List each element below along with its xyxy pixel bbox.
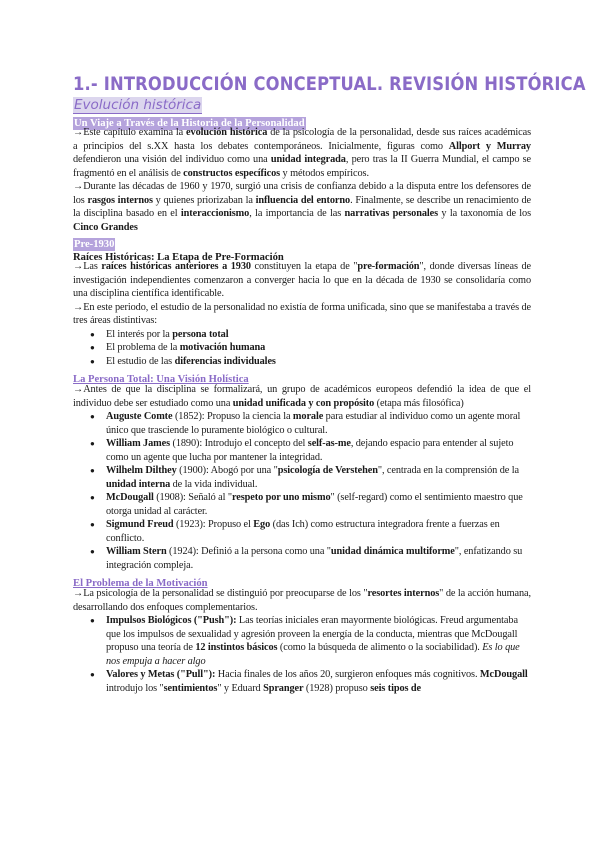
bold-text: morale xyxy=(292,411,324,422)
text-run: (1923): Propuso el xyxy=(173,519,254,530)
text-run: (1900): Abogó por una " xyxy=(176,465,278,476)
text-run: , pero tras la II Guerra Mundial, el campo se fragmentó en el análisis de xyxy=(73,154,531,179)
text-run: (etapa más filosófica) xyxy=(374,397,464,409)
text-run: →En este periodo, el estudio de la personalidad no existía de forma unificada, sino que se manifestaba a través de tres áreas distintivas: xyxy=(73,301,531,326)
bold-text: sentimientos xyxy=(163,682,218,694)
bullet-item xyxy=(73,355,531,369)
section-link-heading[interactable]: La Persona Total: Una Visión Holística xyxy=(73,374,249,385)
bold-text: Spranger xyxy=(263,682,304,694)
bold-text: motivación humana xyxy=(179,342,266,353)
bold-text: seis tipos de xyxy=(370,682,421,694)
section-heading-pre1930 xyxy=(73,234,531,250)
text-run: , dejando espacio para entender al sujeto como un agente que lucha por mantener la integridad. xyxy=(106,438,514,463)
bold-text: persona total xyxy=(172,328,229,340)
bold-text: Impulsos Biológicos ("Push"): xyxy=(106,615,237,626)
bullet-item xyxy=(73,518,531,545)
bold-text: rasgos internos xyxy=(87,194,153,206)
document-title: 1.- INTRODUCCIÓN CONCEPTUAL. REVISIÓN HISTÓRICA xyxy=(73,73,586,95)
text-run: ", enfatizando su integración compleja. xyxy=(106,546,523,571)
text-run: ", donde diversas líneas de investigación independientes comenzaron a converger hacia lo que en la década de 1930 se consolidaría como una disciplina científica identificable. xyxy=(73,261,531,299)
bold-text: evolución histórica xyxy=(186,127,268,138)
text-run: →Antes de que la disciplina se formalizará, un grupo de académicos europeos defendió la idea de que el individuo debe ser estudiado como una xyxy=(73,384,531,409)
bullet-item xyxy=(73,545,531,572)
bold-text: diferencias individuales xyxy=(174,355,276,367)
text-run: (como la búsqueda de alimento o la sociabilidad). xyxy=(277,642,483,653)
paragraph xyxy=(73,383,531,410)
text-run: y métodos empíricos. xyxy=(280,167,369,179)
bold-text: Cinco Grandes xyxy=(73,221,138,233)
bullet-list xyxy=(73,410,531,572)
text-run: Las teorías iniciales eran mayormente biológicas. Freud argumentaba que los impulsos de sexualidad y agresión proveen la energía de la conducta, mientras que McDougall propuso una teoría de xyxy=(106,615,518,653)
text-run: Hacia finales de los años 20, surgieron enfoques más cognitivos. xyxy=(215,669,480,680)
text-run: introdujo los " xyxy=(106,682,164,694)
bold-text: unidad interna xyxy=(106,478,171,490)
bold-text: influencia del entorno xyxy=(255,194,351,206)
text-run: ", centrada en la comprensión de la xyxy=(377,465,519,476)
bold-text: unidad dinámica multiforme xyxy=(330,546,455,557)
text-run: El problema de la xyxy=(106,342,180,353)
text-run: →Durante las décadas de 1960 y 1970, surgió una crisis de confianza debido a la disputa entre los defensores de los xyxy=(73,181,531,206)
subtitle: Evolución histórica xyxy=(74,97,202,113)
text-run: " de la acción humana, desarrollando dos enfoques complementarios. xyxy=(73,588,531,613)
document-page xyxy=(73,72,586,695)
section-heading: Un Viaje a Través de la Historia de la Personalidad xyxy=(74,118,305,129)
paragraph xyxy=(73,126,531,180)
text-run: (1852): Propuso la ciencia la xyxy=(172,411,293,422)
bold-text: William Stern xyxy=(106,546,167,557)
subheading-raices xyxy=(73,247,531,263)
bold-text: pre-formación xyxy=(357,261,420,272)
bold-text: Valores y Metas ("Pull"): xyxy=(106,669,216,680)
bullet-list xyxy=(73,328,531,369)
text-run: de la vida individual. xyxy=(170,478,258,490)
text-run: (1924): Definió a la persona como una " xyxy=(166,546,331,557)
bold-text: respeto por uno mismo xyxy=(232,492,331,503)
text-run: . Finalmente, se describe un renacimiento de la disciplina basado en el xyxy=(73,194,531,219)
text-run: →Este capítulo examina la xyxy=(73,127,187,138)
bold-text: Ego xyxy=(253,519,271,530)
text-run: (1890): Introdujo el concepto del xyxy=(170,438,308,449)
text-run: para estudiar al individuo como un agente moral único que trasciende lo puramente biológico o cultural. xyxy=(106,411,521,436)
bullet-item xyxy=(73,410,531,437)
paragraph xyxy=(73,180,531,234)
bold-text: McDougall xyxy=(479,669,528,680)
bold-text: William James xyxy=(106,438,171,449)
text-run: " (self-regard) como el sentimiento maestro que otorga unidad al carácter. xyxy=(106,492,523,517)
bold-text: psicología de Verstehen xyxy=(277,465,378,476)
bold-text: Wilhelm Dilthey xyxy=(106,465,177,476)
paragraph xyxy=(73,260,531,301)
bold-text: raíces históricas anteriores a 1930 xyxy=(101,261,251,272)
text-run: (das Ich) como estructura integradora frente a fuerzas en conflicto. xyxy=(106,519,500,544)
subtitle-wrap xyxy=(73,96,531,113)
paragraph xyxy=(73,301,531,328)
bold-text: resortes internos xyxy=(367,588,440,599)
bold-text: narrativas personales xyxy=(344,208,439,219)
text-run: defendieron una visión del individuo como una xyxy=(73,154,271,165)
text-run: (1908): Señaló al " xyxy=(153,492,232,503)
section-heading: Pre-1930 xyxy=(74,239,115,250)
text-run: constituyen la etapa de " xyxy=(250,261,358,272)
bullet-item xyxy=(73,464,531,491)
text-run: El interés por la xyxy=(106,328,173,340)
bold-text: interaccionismo xyxy=(180,208,250,219)
bullet-item xyxy=(73,437,531,464)
text-run: y la taxonomía de los xyxy=(438,208,532,219)
text-run: El estudio de las xyxy=(106,355,175,367)
bold-text: Auguste Comte xyxy=(106,411,173,422)
text-run: →Las xyxy=(73,261,102,272)
text-run: " y Eduard xyxy=(217,682,264,694)
text-run: de la psicología de la personalidad, desde sus raíces académicas a principios del s.XX hasta los debates contemporáneos. Inicialmente, figuras como xyxy=(73,127,531,152)
bullet-item xyxy=(73,328,531,342)
text-run: , la importancia de las xyxy=(249,208,345,219)
bold-text: unidad unificada y con propósito xyxy=(232,397,375,409)
bullet-item xyxy=(73,341,531,355)
bold-text: McDougall xyxy=(106,492,154,503)
bullet-item xyxy=(73,668,531,695)
text-run: y quienes priorizaban la xyxy=(152,194,256,206)
bullet-item xyxy=(73,491,531,518)
italic-text: Es lo que nos empuja a hacer algo xyxy=(106,642,520,667)
bold-text: unidad integrada xyxy=(270,154,346,165)
bullet-item xyxy=(73,614,531,668)
section-heading-viaje xyxy=(73,113,531,129)
subheading: Raíces Históricas: La Etapa de Pre-Formación xyxy=(73,252,284,263)
bold-text: self-as-me xyxy=(307,438,351,449)
paragraph xyxy=(73,587,531,614)
section-link-heading[interactable]: El Problema de la Motivación xyxy=(73,578,208,589)
text-run: →La psicología de la personalidad se distinguió por preocuparse de los " xyxy=(73,588,368,599)
bold-text: constructos específicos xyxy=(183,167,281,179)
bold-text: Sigmund Freud xyxy=(106,519,174,530)
bold-text: 12 instintos básicos xyxy=(195,642,278,653)
text-run: (1928) propuso xyxy=(303,682,371,694)
bullet-list xyxy=(73,614,531,695)
section-heading-motivacion xyxy=(73,572,531,587)
bold-text: Allport y Murray xyxy=(448,140,531,152)
section-heading-persona-total xyxy=(73,368,531,383)
